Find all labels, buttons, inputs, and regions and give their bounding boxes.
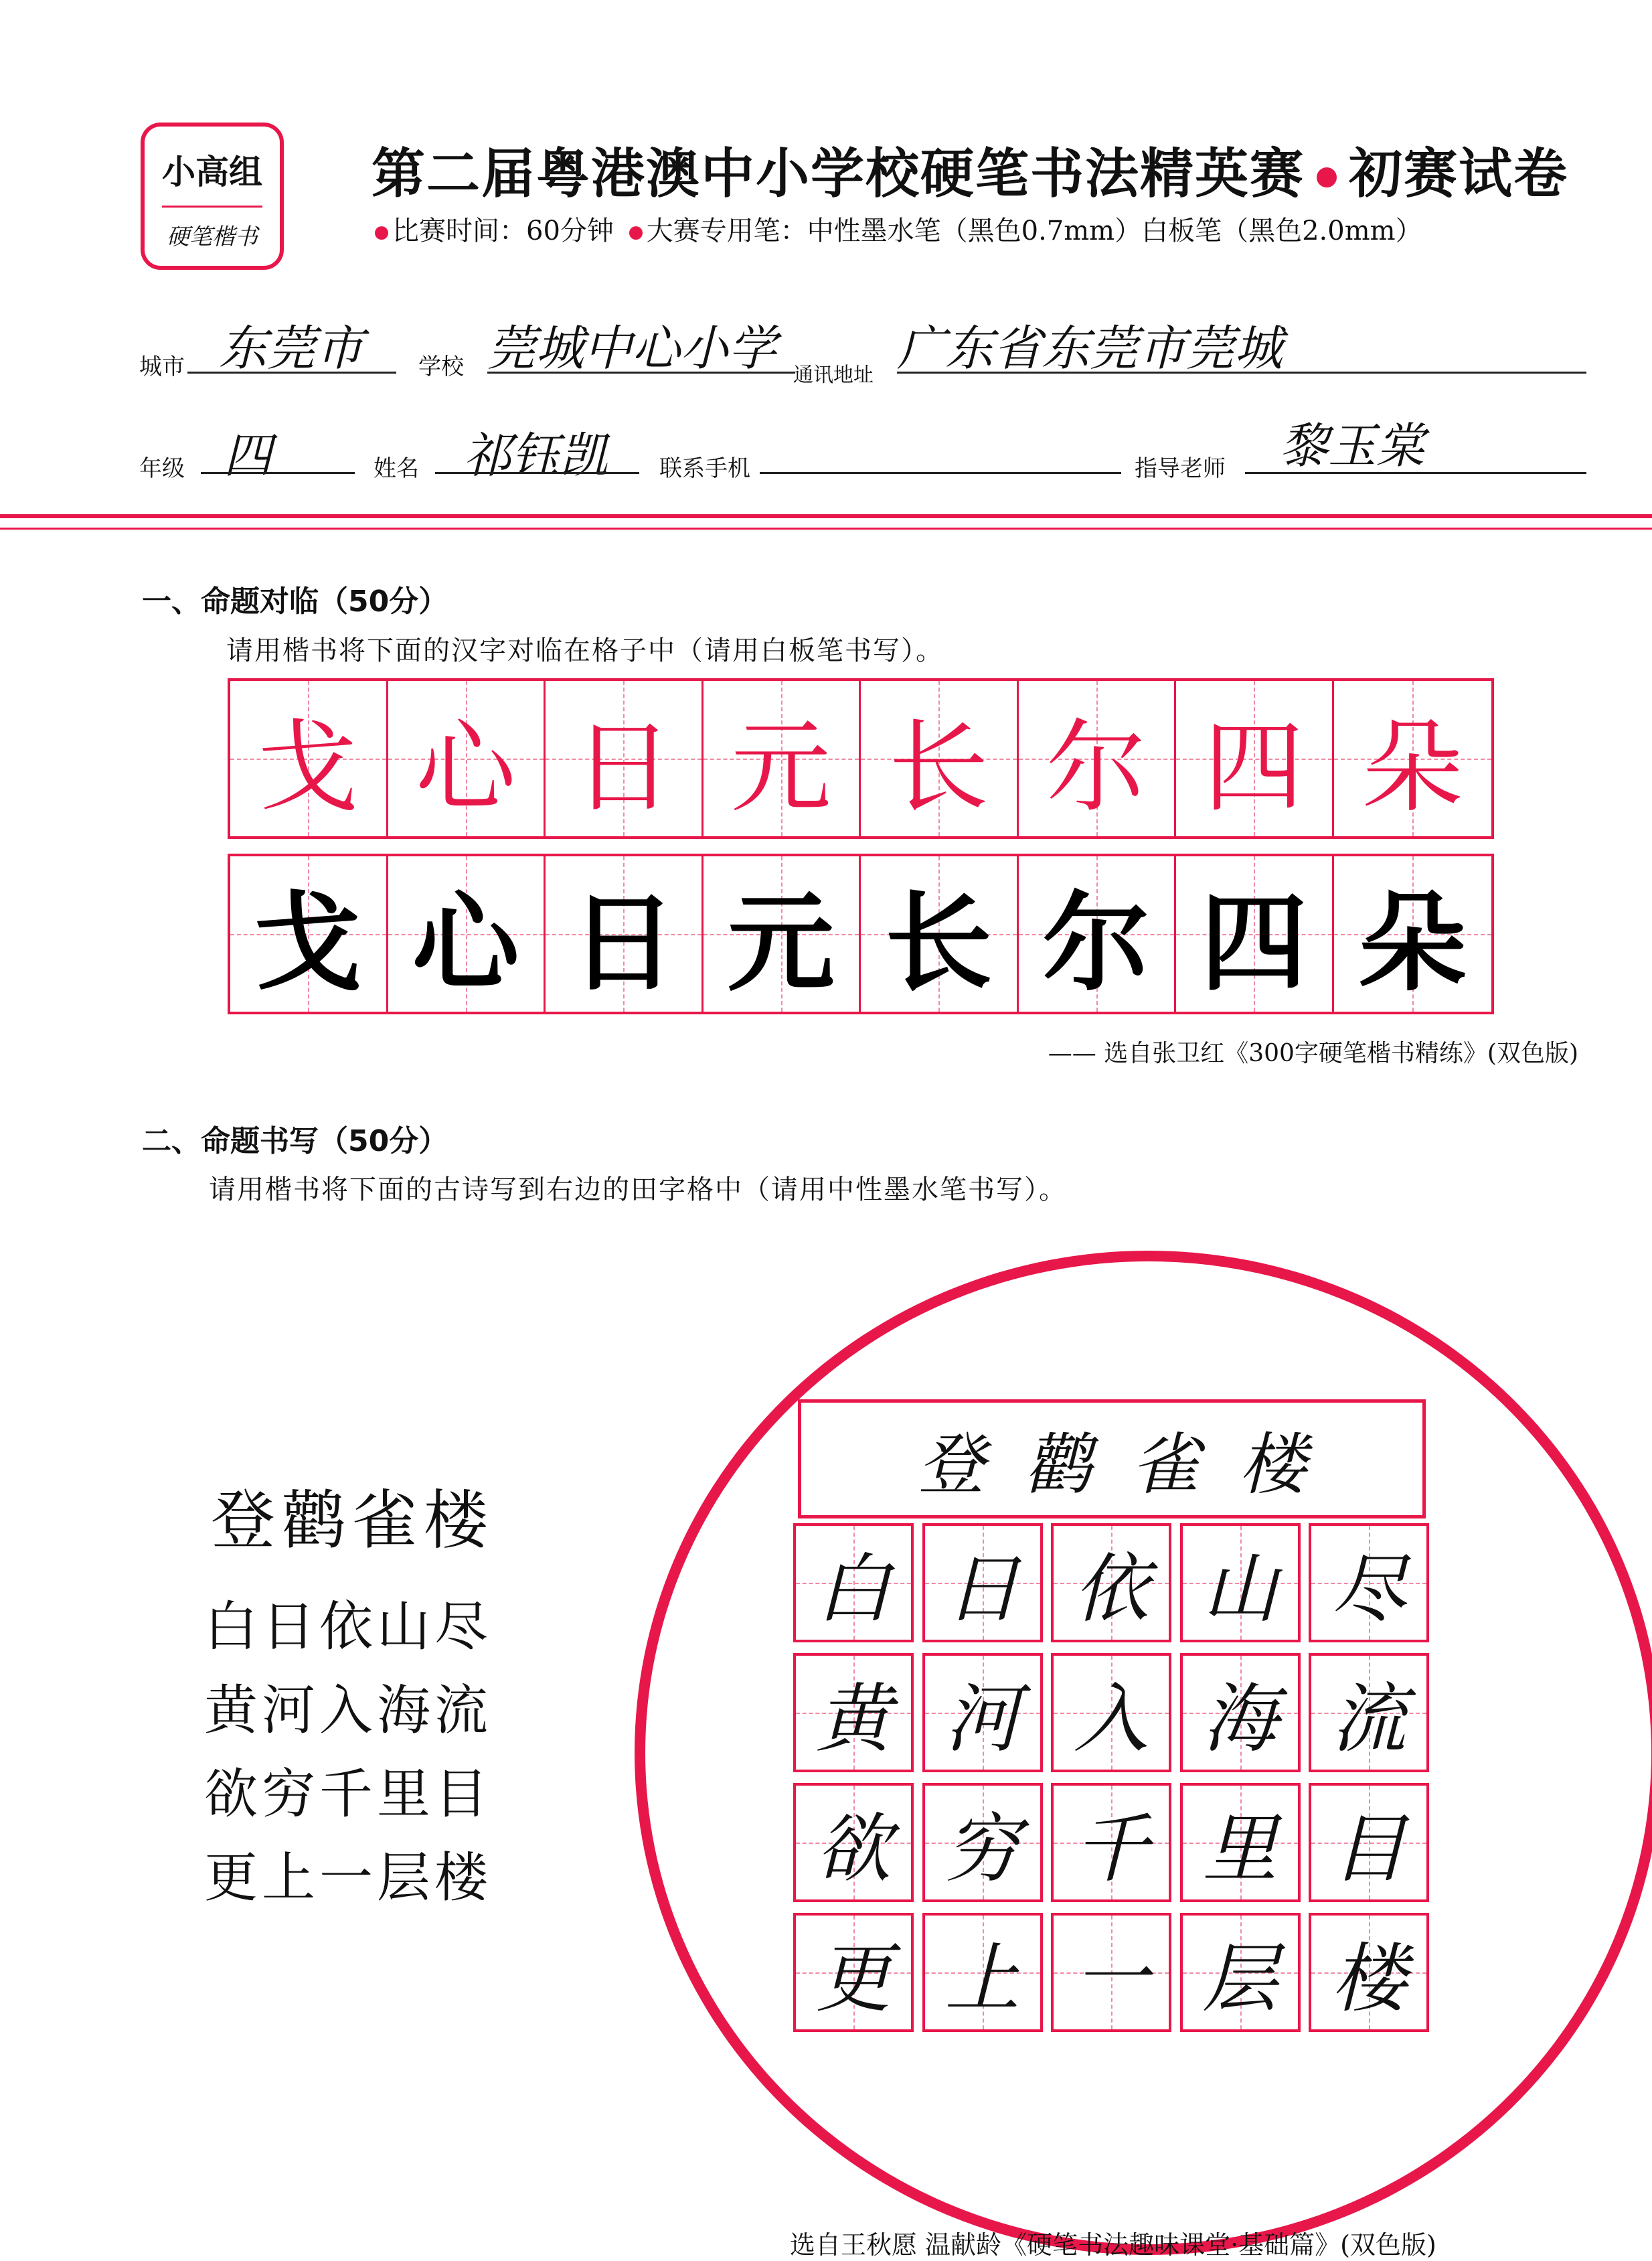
handwritten-char: 黄 (816, 1675, 891, 1763)
section2-source: 选自王秋愿 温献龄《硬笔书法趣味课堂·基础篇》(双色版) (790, 2230, 1436, 2260)
exam-title (371, 131, 1568, 208)
handwritten-char: 海 (1202, 1675, 1278, 1763)
group-badge (141, 123, 284, 270)
handwriting-cell[interactable] (922, 1523, 1043, 1642)
handwriting-row (793, 1913, 1429, 2032)
handwritten-char: 日 (944, 1545, 1020, 1633)
model-char: 尔 (1046, 710, 1147, 826)
bullet-dot-icon (629, 226, 643, 240)
copied-char: 日 (570, 880, 677, 1006)
school-label: 学校 (418, 354, 464, 380)
handwritten-char: 入 (1074, 1675, 1149, 1763)
copy-char-grid[interactable] (228, 854, 1494, 1014)
handwriting-cell[interactable] (1051, 1653, 1171, 1772)
handwritten-char: 河 (944, 1675, 1020, 1763)
section2-title: 二、命题书写（50分） (142, 1124, 448, 1158)
model-cell (1176, 681, 1334, 836)
badge-style-label: 硬笔楷书 (167, 224, 258, 250)
poem-line: 更上一层楼 (204, 1847, 492, 1909)
poem-line: 黄河入海流 (204, 1679, 492, 1741)
grade-value[interactable]: 四 (223, 427, 272, 483)
model-cell (861, 681, 1019, 836)
model-char: 心 (415, 710, 516, 826)
copy-cell[interactable] (861, 856, 1019, 1012)
phone-underline[interactable] (760, 472, 1121, 474)
handwriting-cell[interactable] (1051, 1783, 1171, 1902)
badge-divider (162, 206, 262, 208)
grade-label: 年级 (139, 455, 185, 482)
copy-cell[interactable] (388, 856, 546, 1012)
model-char: 日 (573, 710, 674, 826)
exam-time: 比赛时间：60分钟 (392, 216, 614, 246)
handwritten-char: 穷 (944, 1805, 1020, 1893)
copy-cell[interactable] (1176, 856, 1334, 1012)
school-value[interactable]: 莞城中心小学 (487, 320, 777, 376)
handwriting-cell[interactable] (1309, 1523, 1429, 1642)
handwritten-char: 更 (816, 1935, 891, 2023)
name-label: 姓名 (374, 455, 419, 482)
handwritten-char: 流 (1331, 1675, 1406, 1763)
address-value[interactable]: 广东省东莞市莞城 (897, 320, 1283, 376)
header-divider (0, 514, 1652, 518)
exam-pens: 大赛专用笔：中性墨水笔（黑色0.7mm）白板笔（黑色2.0mm） (646, 216, 1422, 246)
section1-instruction: 请用楷书将下面的汉字对临在格子中（请用白板笔书写）。 (226, 635, 944, 666)
section1-source: —— 选自张卫红《300字硬笔楷书精练》(双色版) (1048, 1040, 1578, 1067)
handwritten-char: 层 (1202, 1935, 1278, 2023)
exam-title-suffix: 初赛试卷 (1349, 143, 1568, 205)
copied-char: 心 (412, 880, 519, 1006)
grade-underline (201, 472, 355, 474)
copied-char: 戈 (254, 880, 362, 1006)
handwritten-char: 依 (1074, 1545, 1149, 1633)
exam-subtitle (375, 210, 1422, 248)
handwriting-cell[interactable] (1180, 1653, 1301, 1772)
handwriting-cell[interactable] (1051, 1523, 1171, 1642)
handwritten-char: 欲 (816, 1805, 891, 1893)
red-dot-icon (1317, 167, 1337, 187)
handwriting-cell[interactable] (793, 1653, 914, 1772)
handwritten-char: 目 (1331, 1805, 1406, 1893)
poem-title: 登鹳雀楼 (211, 1483, 495, 1558)
handwriting-cell[interactable] (922, 1653, 1043, 1772)
handwriting-grid[interactable] (793, 1523, 1429, 2043)
copy-cell[interactable] (704, 856, 861, 1012)
copied-char: 元 (727, 880, 835, 1006)
handwriting-row (793, 1523, 1429, 1642)
exam-title-main: 第二届粤港澳中小学校硬笔书法精英赛 (371, 143, 1305, 205)
city-underline (187, 372, 396, 374)
city-label: 城市 (139, 354, 185, 380)
model-cell (230, 681, 388, 836)
copy-cell[interactable] (230, 856, 388, 1012)
handwritten-char: 尽 (1331, 1545, 1406, 1633)
model-char: 元 (730, 710, 831, 826)
poem-line: 欲穷千里目 (204, 1763, 492, 1825)
address-label: 通讯地址 (793, 364, 874, 387)
model-cell (1019, 681, 1177, 836)
model-cell (704, 681, 861, 836)
handwriting-cell[interactable] (1051, 1913, 1171, 2032)
header-divider-thin (0, 528, 1652, 530)
model-cell (1334, 681, 1492, 836)
phone-label: 联系手机 (659, 455, 750, 482)
handwritten-title-box[interactable] (798, 1399, 1426, 1518)
teacher-label: 指导老师 (1135, 455, 1226, 482)
model-char: 戈 (258, 710, 359, 826)
copied-char: 尔 (1042, 880, 1150, 1006)
handwriting-cell[interactable] (1180, 1783, 1301, 1902)
section2-instruction: 请用楷书将下面的古诗写到右边的田字格中（请用中性墨水笔书写）。 (209, 1174, 1067, 1205)
handwriting-cell[interactable] (1309, 1783, 1429, 1902)
handwriting-cell[interactable] (1309, 1653, 1429, 1772)
handwriting-cell[interactable] (1309, 1913, 1429, 2032)
handwriting-cell[interactable] (922, 1913, 1043, 2032)
copy-cell[interactable] (546, 856, 704, 1012)
copied-char: 朵 (1359, 880, 1467, 1006)
model-cell (546, 681, 704, 836)
handwriting-row (793, 1783, 1429, 1902)
handwritten-char: 上 (944, 1935, 1020, 2023)
handwritten-char: 楼 (1331, 1935, 1406, 2023)
teacher-underline (1245, 472, 1586, 474)
copy-cell[interactable] (1019, 856, 1177, 1012)
city-value[interactable]: 东莞市 (218, 320, 363, 376)
handwriting-cell[interactable] (1180, 1913, 1301, 2032)
handwriting-cell[interactable] (1180, 1523, 1301, 1642)
handwriting-cell[interactable] (793, 1783, 914, 1902)
model-char: 四 (1204, 710, 1305, 826)
handwritten-char: 里 (1202, 1805, 1278, 1893)
handwriting-cell[interactable] (793, 1913, 914, 2032)
teacher-value[interactable]: 黎玉棠 (1279, 418, 1424, 474)
model-char-grid (228, 678, 1494, 839)
copied-char: 四 (1200, 880, 1308, 1006)
badge-group-label: 小高组 (162, 153, 262, 191)
address-underline (897, 372, 1586, 374)
section1-title: 一、命题对临（50分） (142, 584, 448, 619)
model-cell (388, 681, 546, 836)
handwriting-cell[interactable] (793, 1523, 914, 1642)
handwritten-char: 白 (816, 1545, 891, 1633)
poem-line: 白日依山尽 (204, 1595, 492, 1658)
handwritten-char: 山 (1202, 1545, 1278, 1633)
name-value[interactable]: 祁钰凯 (463, 427, 608, 483)
bullet-dot-icon (375, 226, 388, 240)
name-underline (435, 472, 639, 474)
handwritten-char: 千 (1074, 1805, 1149, 1893)
handwritten-char: 一 (1074, 1935, 1149, 2023)
copy-cell[interactable] (1334, 856, 1492, 1012)
handwriting-cell[interactable] (922, 1783, 1043, 1902)
handwriting-row (793, 1653, 1429, 1772)
handwritten-title: 登鹳雀楼 (918, 1425, 1346, 1504)
school-underline (487, 372, 795, 374)
model-char: 朵 (1362, 710, 1463, 826)
model-char: 长 (888, 710, 989, 826)
copied-char: 长 (885, 880, 993, 1006)
